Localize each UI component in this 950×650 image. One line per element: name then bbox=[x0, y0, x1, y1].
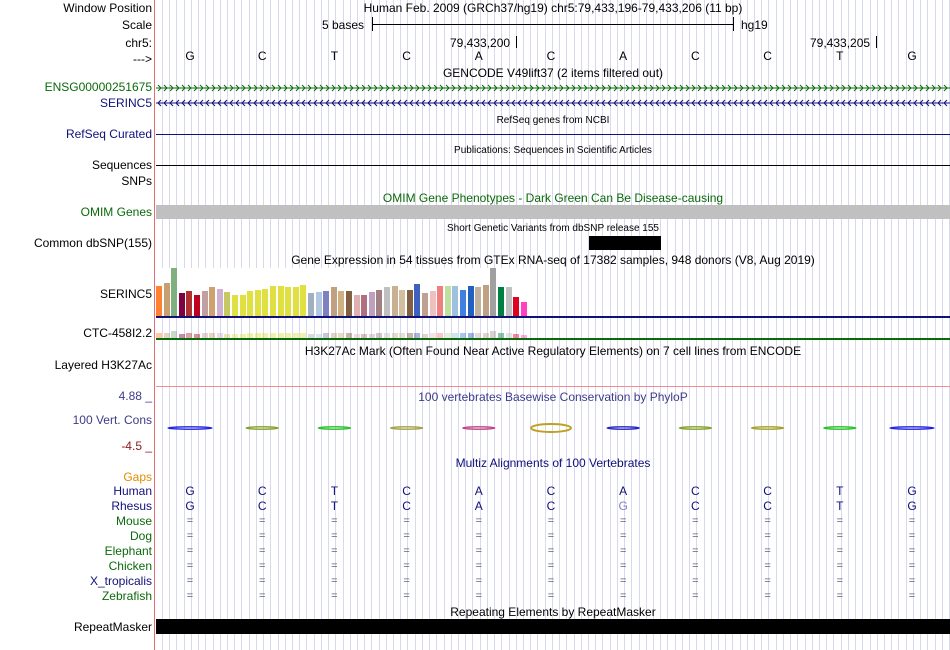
alignment-base: = bbox=[619, 560, 627, 572]
gtex-tissue-bar[interactable] bbox=[331, 287, 337, 316]
gtex-ctc-bar-area[interactable] bbox=[156, 320, 534, 338]
alignment-base: = bbox=[619, 530, 627, 542]
scale-assembly-text: hg19 bbox=[741, 18, 768, 32]
gencode-item-serinc5-label[interactable]: SERINC5 bbox=[99, 96, 152, 110]
alignment-base: = bbox=[331, 545, 338, 557]
gtex-tissue-bar[interactable] bbox=[240, 295, 246, 316]
alignment-base: C bbox=[763, 499, 772, 513]
gtex-tissue-bar[interactable] bbox=[232, 295, 238, 316]
gtex-bar-area[interactable] bbox=[156, 268, 534, 316]
window-position-label: Window Position bbox=[63, 1, 152, 15]
gtex-tissue-bar[interactable] bbox=[414, 284, 420, 316]
alignment-base: = bbox=[186, 590, 194, 602]
alignment-base: = bbox=[619, 515, 627, 527]
alignment-base: = bbox=[186, 560, 194, 572]
alignment-base: = bbox=[403, 560, 410, 572]
alignment-base: = bbox=[403, 545, 410, 557]
alignment-base: = bbox=[547, 575, 555, 587]
alignment-base: = bbox=[547, 515, 555, 527]
alignment-base: C bbox=[546, 499, 556, 513]
alignment-base: = bbox=[331, 575, 338, 587]
conservation-glyph bbox=[824, 427, 856, 429]
gencode-serinc5-feature[interactable] bbox=[156, 97, 950, 109]
scale-bar-right-tick bbox=[733, 17, 734, 31]
alignment-base: = bbox=[186, 515, 194, 527]
reference-base: C bbox=[402, 49, 411, 63]
gaps-label[interactable]: Gaps bbox=[123, 470, 152, 484]
reference-base: G bbox=[185, 49, 195, 63]
gtex-tissue-bar[interactable] bbox=[293, 287, 299, 316]
alignment-base: = bbox=[475, 575, 483, 587]
gtex-tissue-bar[interactable] bbox=[217, 289, 223, 316]
gtex-tissue-bar[interactable] bbox=[376, 290, 382, 316]
refseq-gene-line[interactable] bbox=[156, 134, 950, 135]
gtex-ctc-tissue-bar[interactable] bbox=[171, 331, 177, 338]
reference-base: G bbox=[907, 49, 917, 63]
alignment-base: = bbox=[475, 530, 483, 542]
scale-bar bbox=[372, 24, 734, 25]
alignment-base: T bbox=[330, 484, 339, 498]
gtex-tissue-bar[interactable] bbox=[422, 293, 428, 316]
multiz-track-title[interactable]: Multiz Alignments of 100 Vertebrates bbox=[455, 456, 651, 470]
reference-base: A bbox=[619, 49, 628, 63]
alignment-base: G bbox=[907, 499, 917, 513]
scale-bases-text: 5 bases bbox=[322, 18, 365, 32]
alignment-base: A bbox=[474, 499, 483, 513]
alignment-base: = bbox=[331, 530, 338, 542]
reference-base: T bbox=[836, 49, 844, 63]
h3k27ac-baseline bbox=[156, 386, 950, 387]
alignment-base: C bbox=[257, 484, 267, 498]
reference-base: C bbox=[257, 49, 267, 63]
alignment-base: = bbox=[258, 590, 266, 602]
reference-base: C bbox=[763, 49, 772, 63]
omim-track-title[interactable]: OMIM Gene Phenotypes - Dark Green Can Be Disease-causing bbox=[382, 191, 724, 205]
track-label-gutter-divider bbox=[154, 0, 155, 650]
alignment-base: = bbox=[692, 530, 699, 542]
alignment-base: = bbox=[619, 575, 627, 587]
alignment-base: = bbox=[547, 545, 555, 557]
alignment-base: = bbox=[186, 545, 194, 557]
alignment-base: = bbox=[908, 590, 916, 602]
gtex-track-title[interactable]: Gene Expression in 54 tissues from GTEx RNA-seq of 17382 samples, 948 donors (V8, Aug 2019) bbox=[291, 253, 815, 267]
gtex-tissue-bar[interactable] bbox=[475, 287, 481, 316]
gtex-tissue-bar[interactable] bbox=[384, 287, 390, 316]
gtex-tissue-bar[interactable] bbox=[156, 286, 162, 316]
omim-gene-bar[interactable] bbox=[156, 205, 950, 219]
alignment-base: G bbox=[618, 499, 628, 513]
gtex-tissue-bar[interactable] bbox=[361, 295, 367, 316]
repeatmasker-element-bar[interactable] bbox=[156, 619, 950, 634]
gtex-tissue-bar[interactable] bbox=[399, 290, 405, 316]
alignment-base: = bbox=[692, 515, 699, 527]
gtex-tissue-bar[interactable] bbox=[460, 290, 466, 316]
gtex-tissue-bar[interactable] bbox=[392, 286, 398, 316]
repeatmasker-label[interactable]: RepeatMasker bbox=[73, 620, 152, 634]
conservation-glyph bbox=[531, 424, 571, 432]
gtex-tissue-bar[interactable] bbox=[209, 287, 215, 316]
species-label[interactable]: X_tropicalis bbox=[89, 574, 152, 588]
coordinate-tick-2 bbox=[876, 36, 877, 48]
alignment-base: = bbox=[908, 515, 916, 527]
gtex-tissue-bar[interactable] bbox=[521, 302, 527, 316]
h3k27ac-track-title[interactable]: H3K27Ac Mark (Often Found Near Active Regulatory Elements) on 7 cell lines from ENCODE bbox=[304, 344, 802, 358]
alignment-base: = bbox=[186, 575, 194, 587]
gtex-tissue-bar[interactable] bbox=[407, 290, 413, 316]
scale-label: Scale bbox=[121, 18, 152, 32]
gtex-ctc-baseline bbox=[156, 338, 950, 340]
omim-genes-label[interactable]: OMIM Genes bbox=[80, 205, 152, 219]
alignment-base: = bbox=[258, 575, 266, 587]
alignment-base: = bbox=[547, 560, 555, 572]
reference-base: C bbox=[691, 49, 700, 63]
alignment-base: = bbox=[258, 560, 266, 572]
gtex-tissue-bar[interactable] bbox=[468, 286, 474, 316]
alignment-base: = bbox=[258, 530, 266, 542]
gtex-tissue-bar[interactable] bbox=[506, 287, 512, 316]
alignment-base: = bbox=[836, 530, 844, 542]
reference-base: T bbox=[330, 49, 339, 63]
alignment-base: = bbox=[619, 590, 627, 602]
gencode-item-ensg-label[interactable]: ENSG00000251675 bbox=[44, 80, 152, 94]
chromosome-label: chr5: bbox=[125, 36, 152, 50]
conservation-logo-glyphs[interactable] bbox=[156, 420, 950, 440]
gtex-gene-ctc-label[interactable]: CTC-458I2.2 bbox=[83, 326, 152, 340]
gtex-tissue-bar[interactable] bbox=[171, 268, 177, 316]
gtex-tissue-bar[interactable] bbox=[300, 285, 306, 316]
conservation-glyph bbox=[168, 427, 212, 429]
gtex-tissue-bar[interactable] bbox=[452, 286, 458, 316]
gtex-serinc5-baseline bbox=[156, 316, 950, 318]
conservation-track-label[interactable]: 100 Vert. Cons bbox=[72, 413, 152, 427]
gtex-tissue-bar[interactable] bbox=[262, 289, 268, 316]
gtex-tissue-bar[interactable] bbox=[255, 290, 261, 316]
alignment-base: T bbox=[330, 499, 339, 513]
alignment-base: = bbox=[403, 530, 410, 542]
alignment-base: = bbox=[475, 515, 483, 527]
conservation-glyph bbox=[752, 427, 784, 429]
alignment-base: = bbox=[475, 545, 483, 557]
conservation-glyph bbox=[391, 427, 423, 429]
gtex-tissue-bar[interactable] bbox=[278, 286, 284, 316]
reference-base: C bbox=[546, 49, 556, 63]
alignment-base: = bbox=[547, 530, 555, 542]
gtex-tissue-bar[interactable] bbox=[308, 293, 314, 316]
dbsnp-track-title[interactable]: Short Genetic Variants from dbSNP release 155 bbox=[447, 223, 659, 234]
repeatmasker-track-title[interactable]: Repeating Elements by RepeatMasker bbox=[450, 605, 656, 619]
conservation-track-title[interactable]: 100 vertebrates Basewise Conservation by PhyloP bbox=[418, 390, 688, 404]
alignment-base: = bbox=[764, 590, 771, 602]
gtex-tissue-bar[interactable] bbox=[338, 291, 344, 316]
alignment-base: T bbox=[836, 484, 844, 498]
alignment-base: = bbox=[764, 575, 771, 587]
species-label[interactable]: Rhesus bbox=[111, 499, 152, 513]
alignment-base: = bbox=[258, 545, 266, 557]
gtex-tissue-bar[interactable] bbox=[179, 293, 185, 316]
reference-base: A bbox=[474, 49, 483, 63]
snps-label[interactable]: SNPs bbox=[121, 174, 152, 188]
conservation-ymin-label: -4.5 _ bbox=[121, 439, 152, 453]
gtex-tissue-bar[interactable] bbox=[346, 291, 352, 316]
strand-arrow-label: ---> bbox=[133, 52, 152, 66]
gtex-tissue-bar[interactable] bbox=[323, 291, 329, 316]
alignment-base: = bbox=[475, 560, 483, 572]
alignment-base: C bbox=[402, 499, 411, 513]
conservation-glyph bbox=[246, 427, 278, 429]
coordinate-label-1: 79,433,200 bbox=[450, 36, 511, 50]
conservation-glyph bbox=[607, 427, 639, 429]
gtex-gene-serinc5-label[interactable]: SERINC5 bbox=[99, 287, 152, 301]
alignment-base: = bbox=[764, 545, 771, 557]
species-label[interactable]: Elephant bbox=[104, 544, 152, 558]
conservation-glyph bbox=[679, 427, 711, 429]
gtex-tissue-bar[interactable] bbox=[445, 286, 451, 316]
gtex-tissue-bar[interactable] bbox=[430, 291, 436, 316]
conservation-glyph bbox=[890, 427, 934, 429]
conservation-glyph bbox=[318, 427, 350, 429]
common-dbsnp-label[interactable]: Common dbSNP(155) bbox=[33, 236, 152, 250]
alignment-base: = bbox=[836, 560, 844, 572]
alignment-base: C bbox=[763, 484, 772, 498]
alignment-base: = bbox=[475, 590, 483, 602]
alignment-base: = bbox=[403, 575, 410, 587]
alignment-base: = bbox=[764, 530, 771, 542]
alignment-base: = bbox=[331, 560, 338, 572]
alignment-base: G bbox=[185, 499, 195, 513]
alignment-base: = bbox=[547, 590, 555, 602]
gtex-tissue-bar[interactable] bbox=[483, 285, 489, 316]
gtex-tissue-bar[interactable] bbox=[194, 295, 200, 316]
alignment-base: = bbox=[403, 515, 410, 527]
sequences-label[interactable]: Sequences bbox=[91, 158, 152, 172]
refseq-curated-label[interactable]: RefSeq Curated bbox=[65, 127, 152, 141]
coordinate-tick-1 bbox=[516, 36, 517, 48]
species-label[interactable]: Human bbox=[113, 484, 152, 498]
alignment-base: = bbox=[908, 575, 916, 587]
gtex-tissue-bar[interactable] bbox=[224, 292, 230, 316]
alignment-base: G bbox=[185, 484, 195, 498]
gtex-tissue-bar[interactable] bbox=[202, 291, 208, 316]
gtex-tissue-bar[interactable] bbox=[354, 295, 360, 316]
conservation-ymax-label: 4.88 _ bbox=[118, 389, 152, 403]
alignment-base: = bbox=[764, 560, 771, 572]
alignment-base: = bbox=[331, 590, 338, 602]
alignment-base: = bbox=[331, 515, 338, 527]
gtex-tissue-bar[interactable] bbox=[437, 286, 443, 316]
alignment-base: = bbox=[692, 575, 699, 587]
gtex-tissue-bar[interactable] bbox=[316, 292, 322, 316]
alignment-base: = bbox=[836, 590, 844, 602]
gtex-tissue-bar[interactable] bbox=[513, 297, 519, 316]
alignment-base: = bbox=[764, 515, 771, 527]
gtex-tissue-bar[interactable] bbox=[369, 292, 375, 316]
gtex-tissue-bar[interactable] bbox=[285, 287, 291, 316]
publications-sequence-line[interactable] bbox=[156, 165, 950, 166]
alignment-base: = bbox=[692, 590, 699, 602]
species-label[interactable]: Chicken bbox=[108, 559, 152, 573]
alignment-base: = bbox=[908, 530, 916, 542]
alignment-base: C bbox=[257, 499, 267, 513]
alignment-base: = bbox=[403, 590, 410, 602]
gtex-tissue-bar[interactable] bbox=[247, 291, 253, 316]
alignment-base: = bbox=[908, 560, 916, 572]
coordinate-label-2: 79,433,205 bbox=[810, 36, 871, 50]
species-label[interactable]: Zebrafish bbox=[101, 589, 152, 603]
alignment-base: T bbox=[836, 499, 844, 513]
conservation-glyph bbox=[463, 427, 495, 429]
alignment-base: = bbox=[692, 545, 699, 557]
species-label[interactable]: Dog bbox=[129, 529, 152, 543]
alignment-base: C bbox=[546, 484, 556, 498]
alignment-base: = bbox=[908, 545, 916, 557]
assembly-position-text[interactable]: Human Feb. 2009 (GRCh37/hg19) chr5:79,433,196-79,433,206 (11 bp) bbox=[363, 1, 743, 15]
alignment-base: = bbox=[836, 515, 844, 527]
alignment-base: A bbox=[619, 484, 628, 498]
alignment-base: = bbox=[836, 545, 844, 557]
refseq-track-title[interactable]: RefSeq genes from NCBI bbox=[496, 115, 610, 126]
alignment-base: C bbox=[691, 484, 700, 498]
alignment-base: C bbox=[691, 499, 700, 513]
alignment-base: A bbox=[474, 484, 483, 498]
gtex-tissue-bar[interactable] bbox=[498, 287, 504, 316]
gtex-tissue-bar[interactable] bbox=[490, 268, 496, 316]
layered-h3k27ac-label[interactable]: Layered H3K27Ac bbox=[54, 358, 152, 372]
gencode-ensg-feature[interactable] bbox=[156, 82, 950, 94]
alignment-base: = bbox=[258, 515, 266, 527]
dbsnp-variant-block[interactable] bbox=[589, 236, 661, 250]
alignment-base: = bbox=[186, 530, 194, 542]
alignment-base: = bbox=[619, 545, 627, 557]
alignment-base: = bbox=[836, 575, 844, 587]
species-label[interactable]: Mouse bbox=[115, 514, 152, 528]
gtex-tissue-bar[interactable] bbox=[186, 291, 192, 316]
alignment-base: G bbox=[907, 484, 917, 498]
alignment-base: = bbox=[692, 560, 699, 572]
gtex-ctc-tissue-bar[interactable] bbox=[490, 331, 496, 338]
gtex-tissue-bar[interactable] bbox=[270, 286, 276, 316]
gencode-track-title[interactable]: GENCODE V49lift37 (2 items filtered out) bbox=[442, 66, 664, 80]
publications-track-title[interactable]: Publications: Sequences in Scientific Articles bbox=[454, 145, 652, 156]
alignment-base: C bbox=[402, 484, 411, 498]
gtex-tissue-bar[interactable] bbox=[164, 283, 170, 316]
